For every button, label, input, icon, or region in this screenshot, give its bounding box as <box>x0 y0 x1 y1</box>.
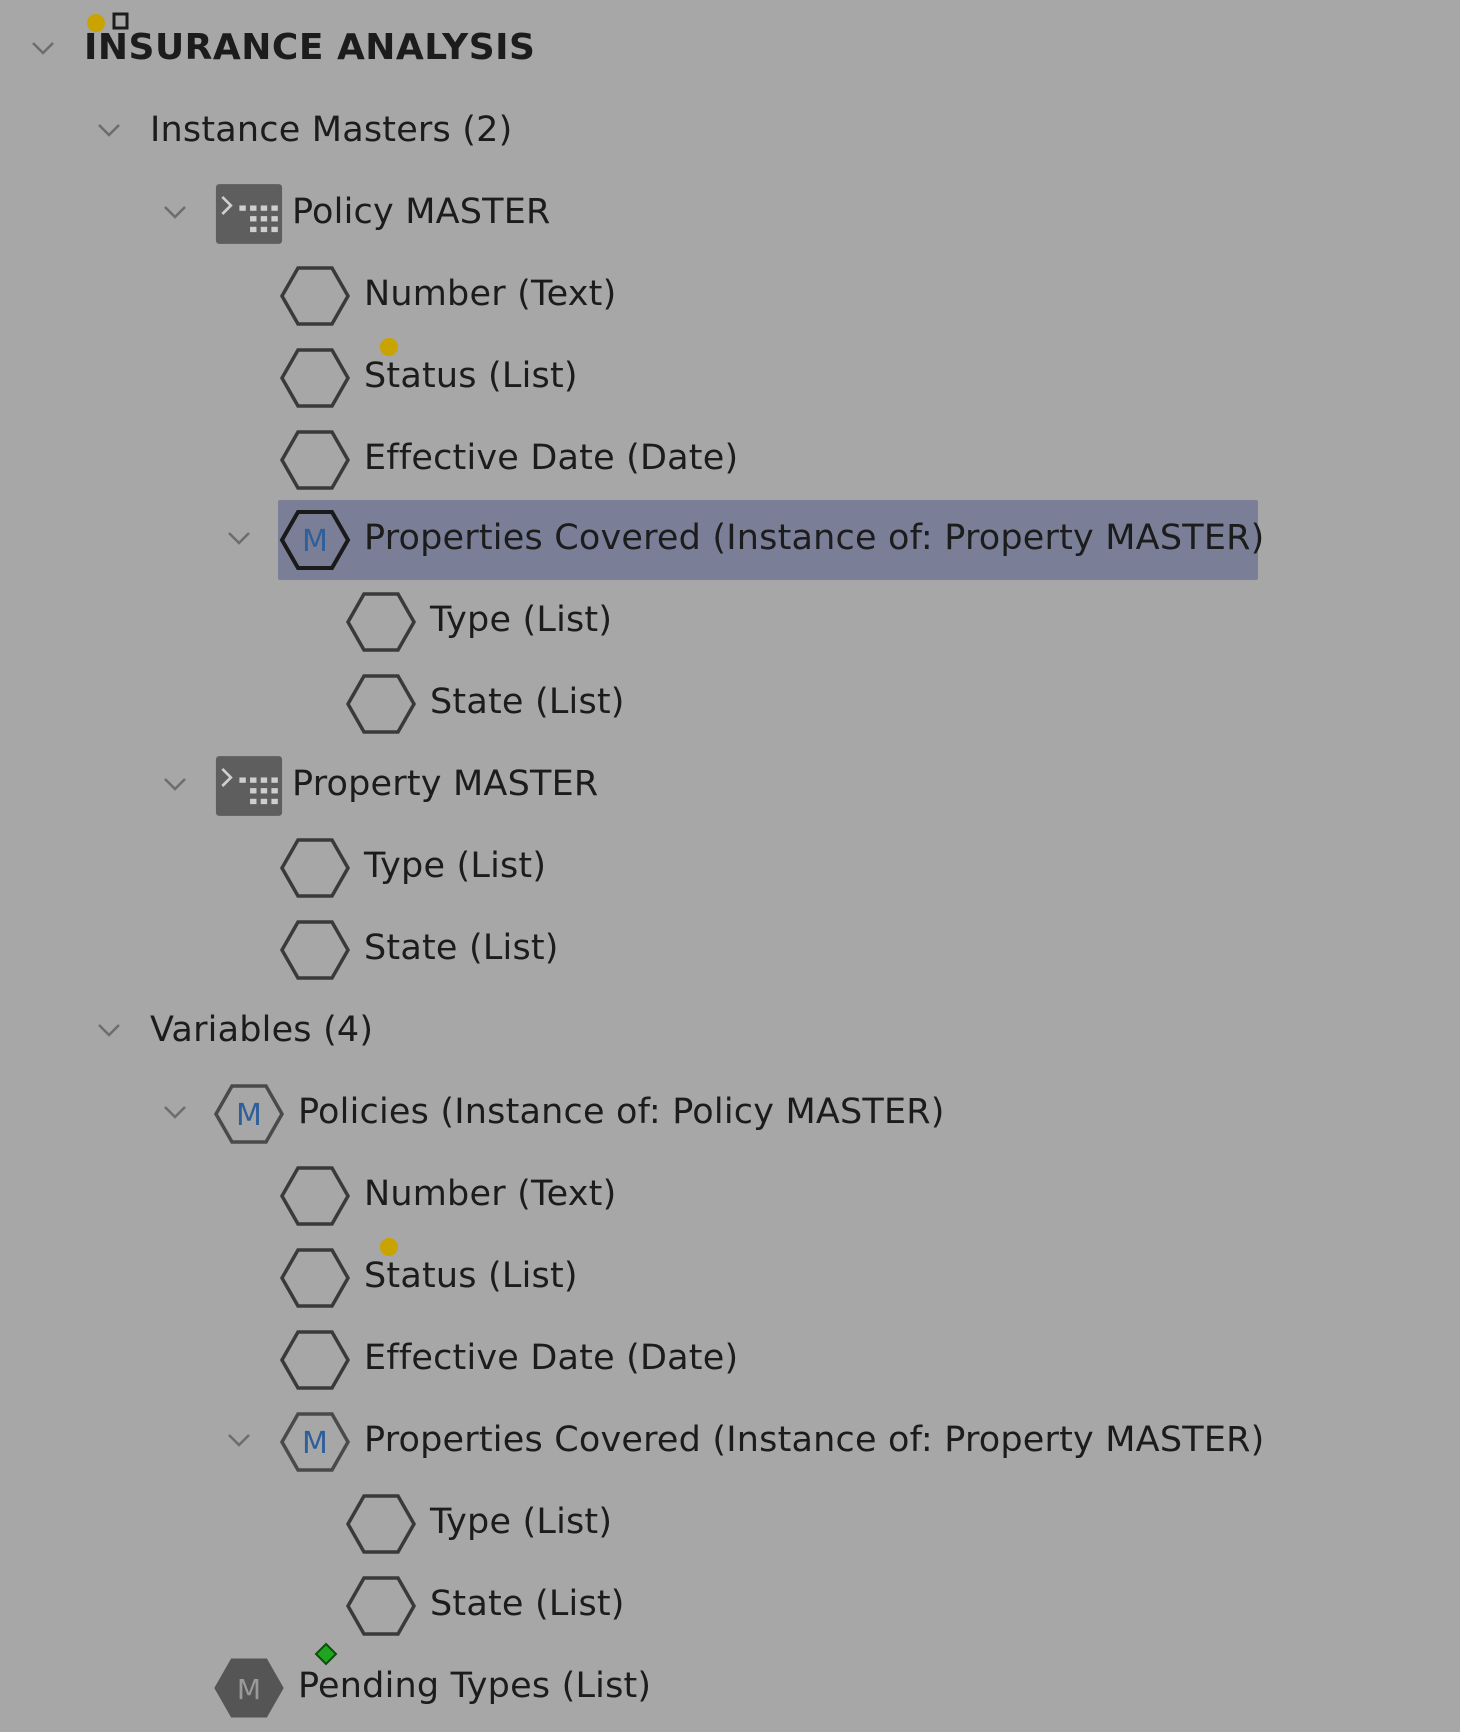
field-hexagon-icon <box>278 918 352 982</box>
tree-field-state[interactable] <box>0 908 1460 988</box>
chevron-down-icon[interactable] <box>226 525 252 551</box>
field-hexagon-icon <box>344 1574 418 1638</box>
tree-field-status[interactable] <box>0 1236 1460 1316</box>
tree-item-pending-types[interactable] <box>0 1646 1460 1726</box>
tree-item-policies[interactable] <box>0 1072 1460 1152</box>
tree-item-properties-covered-selected[interactable] <box>0 498 1460 578</box>
field-label: Type (List) <box>364 846 547 886</box>
field-label: Effective Date (Date) <box>364 438 739 478</box>
instance-hexagon-m-icon <box>278 1410 352 1474</box>
field-label: Number (Text) <box>364 1174 617 1214</box>
pending-types-label: Pending Types (List) <box>298 1666 652 1706</box>
tree-field-number[interactable] <box>0 1154 1460 1234</box>
svg-text:M: M <box>302 1426 328 1461</box>
field-hexagon-icon <box>278 428 352 492</box>
properties-covered-label: Properties Covered (Instance of: Property MASTER) <box>364 1420 1265 1460</box>
field-hexagon-icon <box>278 264 352 328</box>
field-hexagon-icon <box>278 1164 352 1228</box>
tree-field-state[interactable] <box>0 1564 1460 1644</box>
field-label: Type (List) <box>430 1502 613 1542</box>
instance-masters-label: Instance Masters (2) <box>150 110 513 150</box>
tree-root[interactable] <box>0 8 1460 88</box>
tree-item-policy-master[interactable] <box>0 172 1460 252</box>
list-variable-m-icon <box>212 1656 286 1720</box>
chevron-down-icon[interactable] <box>162 1099 188 1125</box>
variables-label: Variables (4) <box>150 1010 374 1050</box>
chevron-down-icon[interactable] <box>226 1427 252 1453</box>
tree-group-instance-masters[interactable] <box>0 90 1460 170</box>
master-table-icon <box>212 182 286 246</box>
field-hexagon-icon <box>344 1492 418 1556</box>
tree-field-state[interactable] <box>0 662 1460 742</box>
chevron-down-icon[interactable] <box>162 771 188 797</box>
tree-field-number[interactable] <box>0 254 1460 334</box>
chevron-down-icon[interactable] <box>162 199 188 225</box>
policies-label: Policies (Instance of: Policy MASTER) <box>298 1092 945 1132</box>
chevron-down-icon[interactable] <box>96 117 122 143</box>
chevron-down-icon[interactable] <box>30 35 56 61</box>
field-hexagon-icon <box>278 1246 352 1310</box>
tree-field-effective-date[interactable] <box>0 1318 1460 1398</box>
field-hexagon-icon <box>278 346 352 410</box>
tree-field-status[interactable] <box>0 336 1460 416</box>
master-table-icon <box>212 754 286 818</box>
tree-item-properties-covered[interactable] <box>0 1400 1460 1480</box>
tree-root-label: INSURANCE ANALYSIS <box>84 27 536 68</box>
svg-text:M: M <box>236 1098 262 1133</box>
instance-hexagon-m-icon <box>278 508 352 572</box>
field-label: Number (Text) <box>364 274 617 314</box>
field-label: State (List) <box>430 1584 625 1624</box>
field-label: State (List) <box>364 928 559 968</box>
field-label: Type (List) <box>430 600 613 640</box>
field-hexagon-icon <box>344 590 418 654</box>
tree-item-property-master[interactable] <box>0 744 1460 824</box>
tree-field-type[interactable] <box>0 1482 1460 1562</box>
field-label: Effective Date (Date) <box>364 1338 739 1378</box>
field-label: State (List) <box>430 682 625 722</box>
policy-master-label: Policy MASTER <box>292 192 551 232</box>
tree-field-type[interactable] <box>0 580 1460 660</box>
svg-text:M: M <box>302 524 328 559</box>
field-hexagon-icon <box>278 836 352 900</box>
field-label: Status (List) <box>364 356 578 396</box>
property-master-label: Property MASTER <box>292 764 599 804</box>
field-label: Status (List) <box>364 1256 578 1296</box>
svg-text:M: M <box>236 1673 262 1706</box>
field-hexagon-icon <box>278 1328 352 1392</box>
chevron-down-icon[interactable] <box>96 1017 122 1043</box>
tree-field-type[interactable] <box>0 826 1460 906</box>
field-hexagon-icon <box>344 672 418 736</box>
tree-group-variables[interactable] <box>0 990 1460 1070</box>
instance-hexagon-m-icon <box>212 1082 286 1146</box>
tree-field-effective-date[interactable] <box>0 418 1460 498</box>
properties-covered-label: Properties Covered (Instance of: Property MASTER) <box>364 518 1265 558</box>
